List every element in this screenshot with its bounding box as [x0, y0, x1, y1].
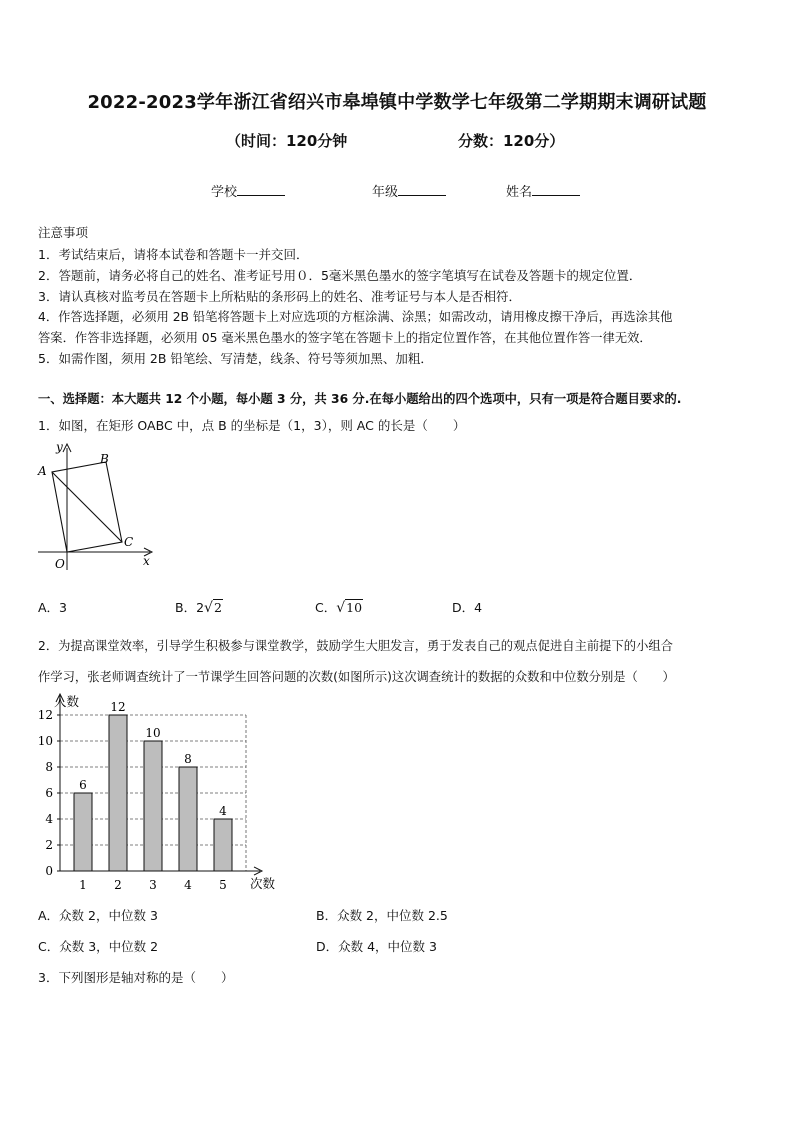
note-item: 答案．作答非选择题，必须用 05 毫米黑色墨水的签字笔在答题卡上的指定位置作答，在其他位置作答一律无效． — [38, 331, 652, 345]
bar — [109, 715, 127, 871]
diagonal-ac — [52, 472, 122, 542]
x-axis-label: 次数 — [250, 876, 276, 891]
y-tick-label: 8 — [45, 760, 53, 774]
notes-heading: 注意事项 — [38, 225, 89, 240]
x-tick-label: 5 — [219, 878, 227, 892]
q1-option-a: A．3 — [38, 600, 68, 615]
q2-bar-chart — [30, 690, 290, 896]
note-item: 5．如需作图，须用 2B 铅笔绘、写清楚，线条、符号等须加黑、加粗． — [38, 351, 433, 366]
label-b: B — [100, 452, 109, 466]
name-blank — [532, 183, 580, 196]
q2-option-c: C．众数 3，中位数 2 — [38, 939, 159, 954]
y-tick-label: 10 — [37, 734, 53, 748]
q1-option-d: D．4 — [452, 600, 483, 615]
section-heading: 一、选择题：本大题共 12 个小题，每小题 3 分，共 36 分.在每小题给出的四个选项中，只有一项是符合题目要求的. — [38, 392, 682, 406]
bar-data-label: 8 — [184, 752, 192, 766]
name-label: 姓名 — [506, 185, 533, 200]
x-tick-label: 4 — [184, 878, 192, 892]
note-item: 1．考试结束后，请将本试卷和答题卡一并交回． — [38, 247, 309, 262]
q1-option-b — [175, 598, 223, 616]
q1-option-c-prefix: C． — [315, 600, 337, 615]
y-tick-label: 4 — [45, 812, 53, 826]
q2-stem-line2: 作学习，张老师调查统计了一节课学生回答问题的次数(如图所示)这次调查统计的数据的众数和中位数分别是（ ） — [38, 670, 675, 684]
y-axis-label: 人数 — [54, 694, 80, 709]
bar-data-label: 6 — [79, 778, 87, 792]
q2-option-d: D．众数 4，中位数 3 — [316, 939, 437, 954]
note-item: 4．作答选择题，必须用 2B 铅笔将答题卡上对应选项的方框涂满、涂黑；如需改动，请用橡皮擦干净后，再选涂其他 — [38, 310, 673, 324]
bar-data-label: 4 — [219, 804, 227, 818]
label-a: A — [38, 464, 47, 478]
q1-figure — [34, 438, 160, 578]
q2-option-b: B．众数 2，中位数 2.5 — [316, 908, 448, 923]
label-o: O — [55, 557, 65, 571]
exam-score: 分数：120分） — [458, 132, 565, 150]
exam-title: 2022-2023学年浙江省绍兴市皋埠镇中学数学七年级第二学期期末调研试题 — [87, 92, 707, 113]
label-c: C — [124, 535, 134, 549]
q2-option-a: A．众数 2，中位数 3 — [38, 908, 158, 923]
x-tick-label: 2 — [114, 878, 122, 892]
sqrt-symbol: √ — [204, 600, 213, 616]
y-tick-label: 0 — [45, 864, 53, 878]
bar-data-label: 12 — [110, 700, 126, 714]
grade-label: 年级 — [372, 185, 399, 200]
bar — [214, 819, 232, 871]
y-tick-label: 6 — [45, 786, 53, 800]
label-y: y — [56, 440, 63, 454]
school-field — [211, 181, 285, 200]
bar-data-label: 10 — [145, 726, 161, 740]
x-tick-label: 1 — [79, 878, 87, 892]
q1-option-b-radicand: 2 — [213, 600, 222, 615]
grade-blank — [398, 183, 446, 196]
y-tick-label: 12 — [37, 708, 53, 722]
q1-option-b-prefix: B．2 — [175, 600, 205, 615]
name-field — [506, 181, 580, 200]
q3-stem: 3．下列图形是轴对称的是（ ） — [38, 970, 234, 985]
sqrt-symbol: √ — [336, 600, 346, 616]
grade-field — [372, 181, 446, 200]
y-tick-label: 2 — [45, 838, 53, 852]
exam-time: （时间：120分钟 — [226, 132, 348, 150]
note-item: 2．答题前，请务必将自己的姓名、准考证号用０．5毫米黑色墨水的签字笔填写在试卷及答题卡的规定位置． — [38, 268, 642, 283]
q1-option-c-radicand: 10 — [346, 600, 363, 615]
bar — [74, 793, 92, 871]
label-x: x — [143, 554, 150, 568]
note-item: 3．请认真核对监考员在答题卡上所粘贴的条形码上的姓名、准考证号与本人是否相符． — [38, 289, 521, 304]
q2-stem-line1: 2．为提高课堂效率，引导学生积极参与课堂教学，鼓励学生大胆发言，勇于发表自己的观点促进自主前提下的小组合 — [38, 639, 673, 653]
x-tick-label: 3 — [149, 878, 157, 892]
q1-option-c — [315, 598, 363, 616]
bar — [179, 767, 197, 871]
q1-stem: 1．如图，在矩形 OABC 中，点 B 的坐标是（1，3），则 AC 的长是（ ） — [38, 418, 466, 433]
school-label: 学校 — [211, 185, 238, 200]
bar — [144, 741, 162, 871]
school-blank — [237, 183, 285, 196]
